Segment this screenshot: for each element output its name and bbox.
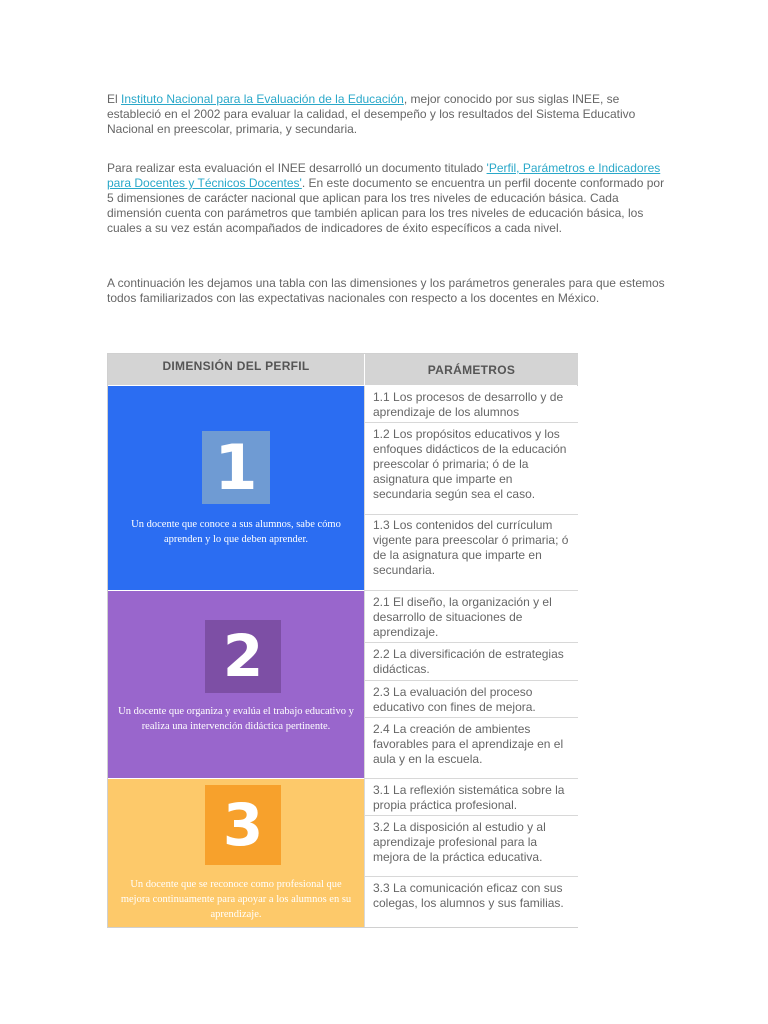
parameter-2-4: 2.4 La creación de ambientes favorables para el aprendizaje en el aula y en la escuela. — [365, 718, 578, 779]
parameter-3-1: 3.1 La reflexión sistemática sobre la propia práctica profesional. — [365, 779, 578, 816]
parameter-2-2: 2.2 La diversificación de estrategias didácticas. — [365, 643, 578, 681]
dimension-1-cell — [108, 386, 364, 590]
intro-paragraph-2 — [107, 161, 667, 236]
intro-p2-suffix: . En este documento se encuentra un perfil docente conformado por 5 dimensiones de carácter nacional que aplican para los tres niveles de educación básica. Cada dimensión cuenta con parámetros que también aplican para los tres niveles de educación básica, los cuales a su vez están acompañados de indicadores de éxito específicos a cada nivel. — [107, 176, 665, 235]
dimension-3-description: Un docente que se reconoce como profesional que mejora continuamente para apoyar a los alumnos en su aprendizaje. — [120, 879, 352, 920]
perfil-document-link[interactable]: 'Perfil, Parámetros e Indicadores para Docentes y Técnicos Docentes' — [107, 161, 661, 190]
parameter-1-3: 1.3 Los contenidos del currículum vigente para preescolar ó primaria; ó de la asignatura que imparte en secundaria. — [365, 515, 578, 591]
parameter-3-3: 3.3 La comunicación eficaz con sus colegas, los alumnos y sus familias. — [365, 877, 578, 927]
parameter-1-1: 1.1 Los procesos de desarrollo y de aprendizaje de los alumnos — [365, 386, 578, 423]
dimension-2-cell — [108, 591, 364, 778]
parameter-3-2: 3.2 La disposición al estudio y al aprendizaje profesional para la mejora de la práctica educativa. — [365, 816, 578, 877]
dimension-1-description: Un docente que conoce a sus alumnos, sabe cómo aprenden y lo que deben aprender. — [131, 519, 341, 545]
header-parameters: PARÁMETROS — [365, 354, 578, 385]
intro-p1-prefix: El — [107, 92, 122, 106]
parameter-2-3: 2.3 La evaluación del proceso educativo con fines de mejora. — [365, 681, 578, 718]
dimension-1-number: 1 — [202, 431, 270, 504]
intro-paragraph-3: A continuación les dejamos una tabla con las dimensiones y los parámetros generales para que estemos todos familiarizados con las expectativas nacionales con respecto a los docentes en México. — [107, 276, 665, 305]
column-divider — [364, 386, 365, 927]
intro-p1-suffix: , mejor conocido por sus siglas INEE, se estableció en el 2002 para evaluar la calidad, el desempeño y los resultados del Sistema Educativo Nacional en preescolar, primaria, y secundaria. — [107, 92, 636, 136]
header-dimension: DIMENSIÓN DEL PERFIL — [108, 354, 364, 385]
parameter-1-2: 1.2 Los propósitos educativos y los enfoques didácticos de la educación preescolar ó primaria; ó de la asignatura que imparte en secundaria según sea el caso. — [365, 423, 578, 515]
dimension-3-number: 3 — [205, 785, 281, 865]
dimension-2-description: Un docente que organiza y evalúa el trabajo educativo y realiza una intervención didáctica pertinente. — [118, 706, 354, 732]
dimension-2-number: 2 — [205, 620, 281, 693]
inee-link[interactable]: Instituto Nacional para la Evaluación de la Educación — [121, 92, 404, 106]
dimension-3-cell — [108, 779, 364, 927]
parameter-2-1: 2.1 El diseño, la organización y el desarrollo de situaciones de aprendizaje. — [365, 591, 578, 643]
dimensions-table — [107, 353, 578, 928]
intro-paragraph-1 — [107, 92, 667, 137]
intro-p2-prefix: Para realizar esta evaluación el INEE desarrolló un documento titulado — [107, 161, 487, 175]
